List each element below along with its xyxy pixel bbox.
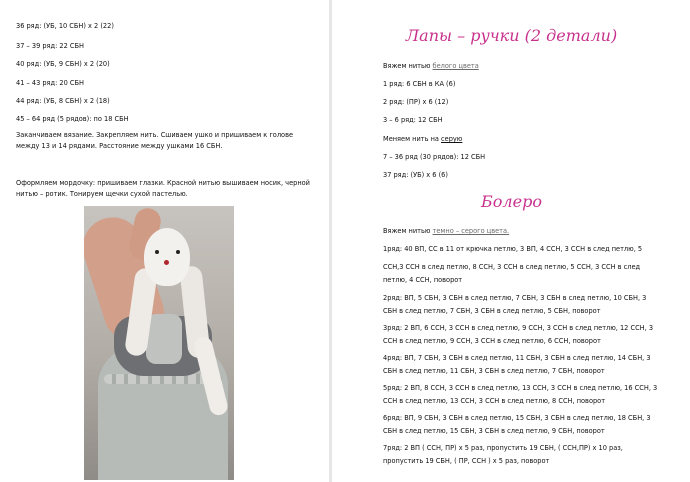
paws-row: 37 ряд: (УБ) х 6 (6) bbox=[383, 171, 448, 179]
bolero-line: 4ряд: ВП, 7 СБН, 3 СБН в след петлю, 11 СБН, 3 СБН в след петлю, 14 СБН, 3 bbox=[383, 354, 651, 362]
right-page bbox=[333, 0, 690, 482]
row-text: 41 – 43 ряд: 20 СБН bbox=[16, 79, 84, 87]
paws-row: 7 – 36 ряд (30 рядов): 12 СБН bbox=[383, 153, 486, 161]
paws-row: 2 ряд: (ПР) х 6 (12) bbox=[383, 98, 449, 106]
row-text: 45 – 64 ряд (5 рядов): по 18 СБН bbox=[16, 115, 129, 123]
bolero-line: СБН в след петлю, 11 СБН, 3 СБН в след петлю, 7 СБН, поворот bbox=[383, 367, 605, 375]
bolero-line: СБН в след петлю, 7 СБН, 3 СБН в след петлю, 5 СБН, поворот bbox=[383, 307, 601, 315]
left-page bbox=[0, 0, 328, 482]
face-paragraph: Оформляем мордочку: пришиваем глазки. Красной нитью вышиваем носик, черной нитью – ротик. Тонируем щечки сухой пастелью. bbox=[16, 179, 310, 198]
knit-grey-note: Вяжем нитью темно – серого цвета. bbox=[383, 227, 510, 235]
bolero-line: 1ряд: 40 ВП, СС в 11 от крючка петлю, 3 ВП, 4 ССН, 3 ССН в след петлю, 5 bbox=[383, 245, 643, 253]
paws-heading: Лапы – ручки (2 детали) bbox=[405, 26, 618, 45]
bolero-line: СБН в след петлю, 15 СБН, 3 СБН в след петлю, 9 СБН, поворот bbox=[383, 427, 605, 435]
bolero-line: 5ряд: 2 ВП, 8 ССН, 3 ССН в след петлю, 13 ССН, 3 ССН в след петлю, 16 ССН, 3 bbox=[383, 384, 658, 392]
row-text: 40 ряд: (УБ, 9 СБН) х 2 (20) bbox=[16, 60, 110, 68]
row-text: 44 ряд: (УБ, 8 СБН) х 2 (18) bbox=[16, 97, 110, 105]
bolero-line: ССН в след петлю, 13 ССН, 3 ССН в след петлю, 8 ССН, поворот bbox=[383, 397, 606, 405]
bolero-heading: Болеро bbox=[481, 192, 542, 211]
color-link: серую bbox=[441, 135, 463, 143]
color-link: темно – серого цвета. bbox=[432, 227, 510, 235]
page-divider bbox=[329, 0, 332, 482]
finishing-paragraph: Заканчиваем вязание. Закрепляем нить. Сшиваем ушко и пришиваем к голове между 13 и 14 рядами. Расстояние между ушками 16 СБН. bbox=[16, 131, 294, 150]
bolero-line: 7ряд: 2 ВП ( ССН, ПР) х 5 раз, пропустить 19 СБН, ( ССН,ПР) х 10 раз, bbox=[383, 444, 623, 452]
bolero-line: ССН,3 ССН в след петлю, 8 ССН, 3 ССН в след петлю, 5 ССН, 3 ССН в след bbox=[383, 263, 641, 271]
row-text: 37 – 39 ряд: 22 СБН bbox=[16, 42, 84, 50]
paws-row: 1 ряд: 6 СБН в КА (6) bbox=[383, 80, 456, 88]
knit-white-note: Вяжем нитью белого цвета bbox=[383, 62, 479, 70]
bolero-line: пропустить 19 СБН, ( ПР, ССН ) х 5 раз, поворот bbox=[383, 457, 550, 465]
change-thread-note: Меняем нить на серую bbox=[383, 135, 463, 143]
bolero-line: 3ряд: 2 ВП, 6 ССН, 3 ССН в след петлю, 9 ССН, 3 ССН в след петлю, 12 ССН, 3 bbox=[383, 324, 654, 332]
bolero-line: 6ряд: ВП, 9 СБН, 3 СБН в след петлю, 15 СБН, 3 СБН в след петлю, 18 СБН, 3 bbox=[383, 414, 651, 422]
bolero-line: петлю, 4 ССН, поворот bbox=[383, 276, 463, 284]
row-text: 36 ряд: (УБ, 10 СБН) х 2 (22) bbox=[16, 22, 114, 30]
bunny-doll-photo bbox=[84, 206, 234, 480]
bolero-line: 2ряд: ВП, 5 СБН, 3 СБН в след петлю, 7 СБН, 3 СБН в след петлю, 10 СБН, 3 bbox=[383, 294, 647, 302]
paws-row: 3 – 6 ряд: 12 СБН bbox=[383, 116, 443, 124]
bolero-line: ССН в след петлю, 9 ССН, 3 ССН в след петлю, 6 ССН, поворот bbox=[383, 337, 601, 345]
color-link: белого цвета bbox=[432, 62, 479, 70]
